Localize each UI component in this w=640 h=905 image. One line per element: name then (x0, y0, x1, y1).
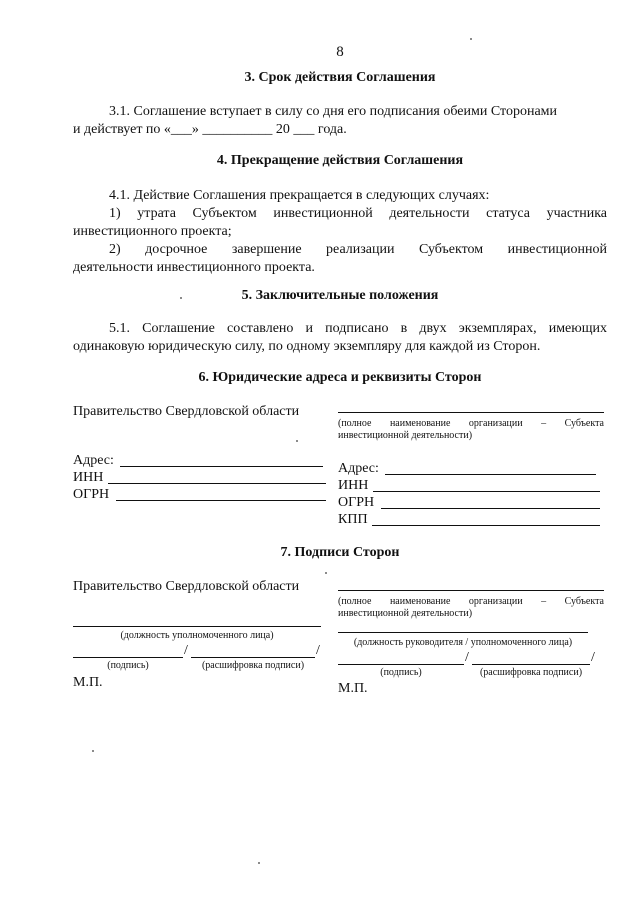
address-left-party: Правительство Свердловской области (73, 404, 300, 419)
left-signature-line[interactable] (73, 643, 183, 658)
section-4-item-1-line-2: инвестиционного проекта; (73, 224, 232, 239)
signature-right-note-line-2: инвестиционной деятельности) (338, 608, 473, 619)
left-stamp: М.П. (73, 675, 103, 690)
right-decoding-caption: (расшифровка подписи) (479, 667, 583, 678)
address-right-name-line[interactable] (338, 400, 604, 413)
right-kpp-field[interactable] (372, 511, 600, 526)
right-address-label: Адрес: (338, 461, 379, 476)
left-position-caption: (должность уполномоченного лица) (120, 630, 274, 641)
left-ogrn-field[interactable] (116, 486, 326, 501)
section-4-heading: 4. Прекращение действия Соглашения (216, 153, 464, 168)
address-right-note-line-1: (полное наименование организации – Субъекта (338, 418, 604, 429)
section-3-line-2: и действует по «___» __________ 20 ___ года. (73, 122, 347, 137)
right-address-field[interactable] (385, 460, 596, 475)
signature-right-name-line[interactable] (338, 578, 604, 591)
left-decoding-caption: (расшифровка подписи) (201, 660, 305, 671)
left-inn-label: ИНН (73, 470, 104, 485)
left-slash-end: / (316, 643, 320, 658)
right-stamp: М.П. (338, 681, 368, 696)
right-ogrn-field[interactable] (381, 494, 600, 509)
section-3-paragraph (73, 103, 607, 139)
scan-speck (180, 297, 182, 299)
scan-speck (92, 750, 94, 752)
left-ogrn-label: ОГРН (73, 487, 110, 502)
right-slash-end: / (591, 650, 595, 665)
section-4-item-2-line-1: 2) досрочное завершение реализации Субъектом инвестиционной (109, 242, 607, 257)
section-4-item-1-line-1: 1) утрата Субъектом инвестиционной деятельности статуса участника (109, 206, 607, 221)
section-4-item-2-line-2: деятельности инвестиционного проекта. (73, 260, 315, 275)
right-decoding-line[interactable] (472, 650, 590, 665)
scan-speck (258, 862, 260, 864)
left-signature-caption: (подпись) (107, 660, 149, 671)
left-position-line[interactable] (73, 612, 321, 627)
scan-speck (325, 572, 327, 574)
section-4-paragraph (73, 187, 607, 277)
scan-speck (470, 38, 472, 40)
section-5-paragraph (73, 320, 607, 356)
section-5-line-2: одинаковую юридическую силу, по одному экземпляру для каждой из Сторон. (73, 339, 541, 354)
right-kpp-label: КПП (338, 512, 368, 527)
signature-right-note-line-1: (полное наименование организации – Субъекта (338, 596, 604, 607)
section-5-line-1: 5.1. Соглашение составлено и подписано в двух экземплярах, имеющих (109, 321, 607, 336)
scan-speck (296, 440, 298, 442)
section-7-heading: 7. Подписи Сторон (280, 545, 400, 560)
signature-left-party: Правительство Свердловской области (73, 579, 300, 594)
section-3-heading: 3. Срок действия Соглашения (244, 70, 436, 85)
page-number: 8 (336, 44, 344, 60)
right-position-caption: (должность руководителя / уполномоченного лица) (353, 637, 573, 648)
right-position-line[interactable] (338, 620, 588, 633)
right-inn-label: ИНН (338, 478, 369, 493)
right-slash: / (465, 650, 469, 665)
left-slash: / (184, 643, 188, 658)
left-address-label: Адрес: (73, 453, 114, 468)
section-3-line-1: 3.1. Соглашение вступает в силу со дня его подписания обеими Сторонами (109, 104, 558, 119)
left-inn-field[interactable] (108, 469, 326, 484)
left-address-field[interactable] (120, 452, 323, 467)
section-5-heading: 5. Заключительные положения (241, 288, 439, 303)
right-signature-caption: (подпись) (380, 667, 422, 678)
address-right-note-line-2: инвестиционной деятельности) (338, 430, 473, 441)
right-inn-field[interactable] (373, 477, 600, 492)
section-4-intro: 4.1. Действие Соглашения прекращается в следующих случаях: (109, 188, 490, 203)
left-decoding-line[interactable] (191, 643, 315, 658)
section-6-heading: 6. Юридические адреса и реквизиты Сторон (198, 370, 482, 385)
right-ogrn-label: ОГРН (338, 495, 375, 510)
right-signature-line[interactable] (338, 650, 464, 665)
